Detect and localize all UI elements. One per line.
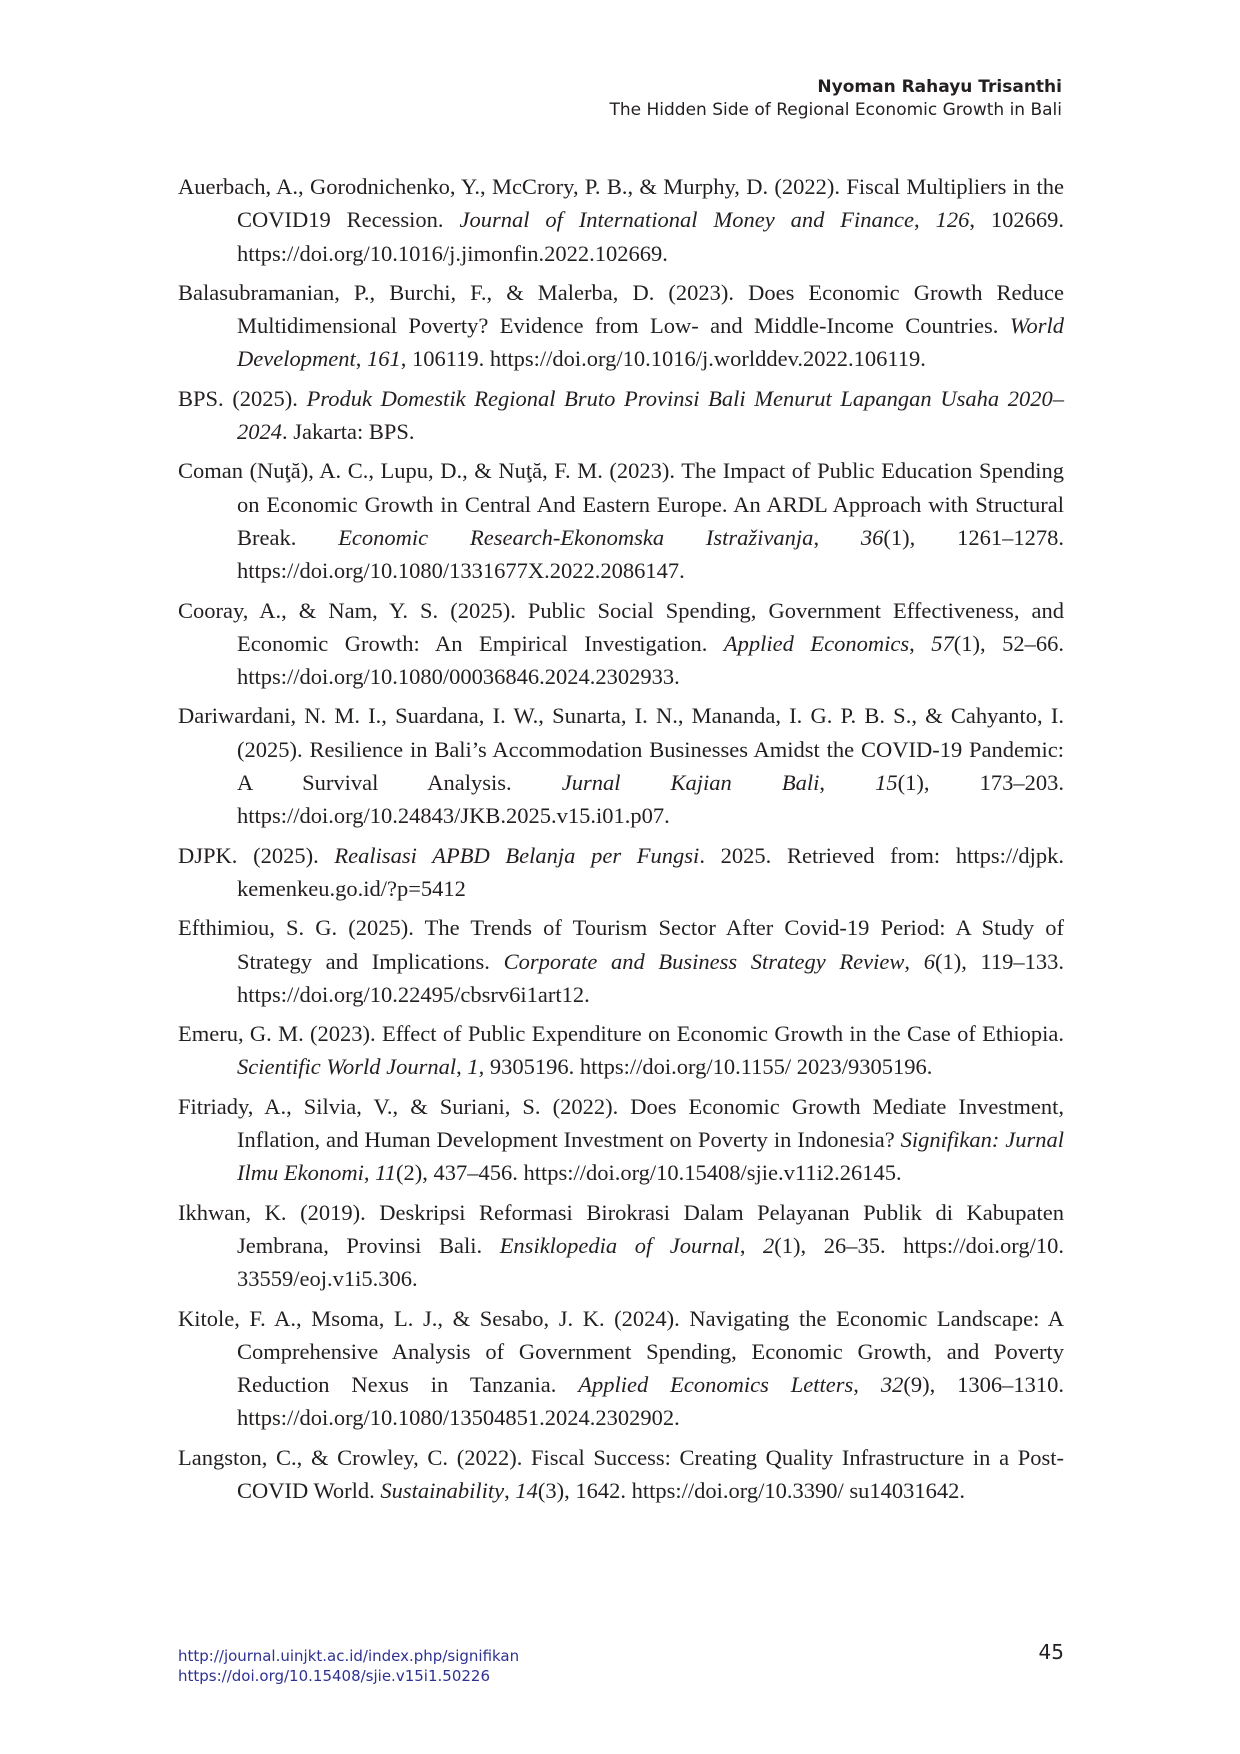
journal-title: Produk Domestik Regional Bruto Provinsi Bali Menurut Lapangan Usaha 2020–2024	[237, 385, 1064, 445]
journal-title: Corporate and Business Strategy Review	[503, 948, 905, 974]
reference-entry: BPS. (2025). Produk Domestik Regional Bruto Provinsi Bali Menurut Lapangan Usaha 2020–2024. Jakarta: BPS.	[178, 385, 1064, 445]
journal-title: Journal of International Money and Finance	[459, 207, 915, 233]
reference-entry: Efthimiou, S. G. (2025). The Trends of Tourism Sector After Covid-19 Period: A Study of Strategy and Implications. Corporate and Business Strategy Review, 6(1), 119–133. https://doi.org/10.22495/cbsrv6i1art12.	[178, 915, 1065, 1007]
reference-entry: Auerbach, A., Gorodnichenko, Y., McCrory, P. B., & Murphy, D. (2022). Fiscal Multipliers in the COVID19 Recession. Journal of International Money and Finance, 126, 102669. https://doi.org/10.1016/j.jimonfin.2022.102669.	[178, 174, 1065, 266]
reference-entry: Kitole, F. A., Msoma, L. J., & Sesabo, J. K. (2024). Navigating the Economic Landscape: A Comprehensive Analysis of Government Spending, Economic Growth, and Poverty Reduction Nexus in Tanzania. Applied Economics Letters, 32(9), 1306–1310. https://doi.org/10.1080/13504851.2024.2302902.	[178, 1305, 1064, 1431]
volume: 1,	[467, 1054, 485, 1080]
journal-title: Applied Economics Letters	[578, 1372, 854, 1398]
volume: 32	[880, 1372, 904, 1398]
volume: 57	[931, 630, 954, 656]
journal-title: World Development	[237, 313, 1064, 372]
footer-links	[178, 1646, 519, 1686]
reference-entry: Langston, C., & Crowley, C. (2022). Fiscal Success: Creating Quality Infrastructure in a Post-COVID World. Sustainability, 14(3), 1642. https://doi.org/10.3390/ su14031642.	[178, 1444, 1064, 1503]
volume: 15	[875, 770, 898, 796]
reference-entry: Ikhwan, K. (2019). Deskripsi Reformasi Birokrasi Dalam Pelayanan Publik di Kabupaten Jembrana, Provinsi Bali. Ensiklopedia of Journal, 2(1), 26–35. https://doi.org/10. 33559/eoj.v1i5.306.	[178, 1199, 1064, 1292]
volume: 6	[923, 948, 935, 974]
volume: 161	[366, 346, 401, 372]
header-title: The Hidden Side of Regional Economic Growth in Bali	[609, 99, 1062, 120]
reference-entry: DJPK. (2025). Realisasi APBD Belanja per Fungsi. 2025. Retrieved from: https://djpk. kemenkeu.go.id/?p=5412	[178, 842, 1064, 901]
reference-entry: Emeru, G. M. (2023). Effect of Public Expenditure on Economic Growth in the Case of Ethiopia. Scientific World Journal, 1, 9305196. https://doi.org/10.1155/ 2023/9305196.	[178, 1021, 1064, 1080]
volume: 14	[515, 1477, 538, 1503]
volume: 11	[375, 1160, 396, 1186]
journal-title: Applied Economics	[723, 630, 910, 656]
running-head	[609, 76, 1062, 122]
journal-title: Ensiklopedia of Journal	[499, 1232, 740, 1258]
journal-title: Signifikan: Jurnal Ilmu Ekonomi	[237, 1127, 1064, 1186]
journal-title: Scientific World Journal	[237, 1054, 457, 1080]
journal-title: Economic Research-Ekonomska Istraživanja	[338, 524, 814, 550]
page-number: 45	[1038, 1640, 1064, 1664]
volume: 126	[935, 207, 970, 233]
journal-title: Realisasi APBD Belanja per Fungsi	[334, 842, 700, 868]
header-author: Nyoman Rahayu Trisanthi	[817, 77, 1062, 97]
volume: 36	[860, 524, 884, 550]
reference-entry: Fitriady, A., Silvia, V., & Suriani, S. (2022). Does Economic Growth Mediate Investment, Inflation, and Human Development Investment on Poverty in Indonesia? Signifikan: Jurnal Ilmu Ekonomi, 11(2), 437–456. https://doi.org/10.15408/sjie.v11i2.26145.	[178, 1093, 1064, 1186]
reference-list	[178, 170, 1064, 1513]
journal-title: Jurnal Kajian Bali	[561, 770, 820, 796]
journal-link[interactable]: http://journal.uinjkt.ac.id/index.php/signifikan	[178, 1647, 520, 1665]
reference-entry: Dariwardani, N. M. I., Suardana, I. W., Sunarta, I. N., Mananda, I. G. P. B. S., & Cahyanto, I. (2025). Resilience in Bali’s Accommodation Businesses Amidst the COVID-19 Pandemic: A Survival Analysis. Jurnal Kajian Bali, 15(1), 173–203. https://doi.org/10.24843/JKB.2025.v15.i01.p07.	[178, 703, 1064, 829]
doi-link[interactable]: https://doi.org/10.15408/sjie.v15i1.50226	[178, 1667, 490, 1685]
reference-entry: Balasubramanian, P., Burchi, F., & Malerba, D. (2023). Does Economic Growth Reduce Multidimensional Poverty? Evidence from Low- and Middle-Income Countries. World Development, 161, 106119. https://doi.org/10.1016/j.worlddev.2022.106119.	[178, 279, 1064, 372]
volume: 2	[763, 1232, 775, 1258]
reference-entry: Cooray, A., & Nam, Y. S. (2025). Public Social Spending, Government Effectiveness, and Economic Growth: An Empirical Investigation. Applied Economics, 57(1), 52–66. https://doi.org/10.1080/00036846.2024.2302933.	[178, 597, 1064, 690]
reference-entry: Coman (Nuţă), A. C., Lupu, D., & Nuţă, F. M. (2023). The Impact of Public Education Spending on Economic Growth in Central And Eastern Europe. An ARDL Approach with Structural Break. Economic Research-Ekonomska Istraživanja, 36(1), 1261–1278. https://doi.org/10.1080/1331677X.2022.2086147.	[178, 458, 1064, 584]
journal-title: Sustainability	[380, 1477, 505, 1503]
